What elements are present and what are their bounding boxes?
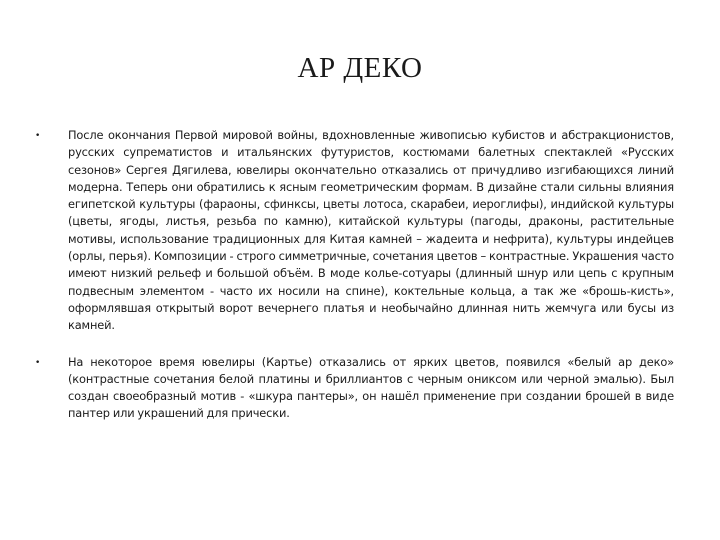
slide-title: АР ДЕКО — [297, 52, 423, 84]
bullet-paragraph-geometric-forms: После окончания Первой мировой войны, вдохновленные живописью кубистов и абстракционистов, русских супрематистов и итальянских футуристов, костюмами балетных спектаклей «Русских сезонов» Сергея Дягилева, ювелиры окончательно отказались от причудливо изгибающихся линий модерна. Теперь они обратились к ясным геометрическим формам. В дизайне стали сильны влияния египетской культуры (фараоны, сфинксы, цветы лотоса, скарабеи, иероглифы), индийской культуры (цветы, ягоды, листья, резьба по камню), китайской культуры (пагоды, драконы, растительные мотивы, использование традиционных для Китая камней – жадеита и нефрита), культуры индейцев (орлы, перья). Композиции - строго симметричные, сочетания цветов – контрастные. Украшения часто имеют низкий рельеф и большой объём. В моде колье-сотуары (длинный шнур или цепь с крупным подвесным элементом - часто их носили на спине), коктельные кольца, а так же «брошь-кисть», оформлявшая открытый ворот вечернего платья и необычайно длинная нить жемчуга или бусы из камней. — [68, 128, 674, 333]
bullet-list — [0, 127, 720, 442]
bullet-item — [0, 127, 720, 335]
bullet-paragraph-white-art-deco: На некоторое время ювелиры (Картье) отказались от ярких цветов, появился «белый ар деко» (контрастные сочетания белой платины и бриллиантов с черным ониксом или черной эмалью). Был создан своеобразный мотив - «шкура пантеры», он нашёл применение при создании брошей в виде пантер или украшений для прически. — [68, 354, 674, 421]
bullet-item — [0, 354, 720, 423]
bullet-marker: • — [35, 357, 41, 368]
bullet-marker: • — [35, 131, 41, 141]
